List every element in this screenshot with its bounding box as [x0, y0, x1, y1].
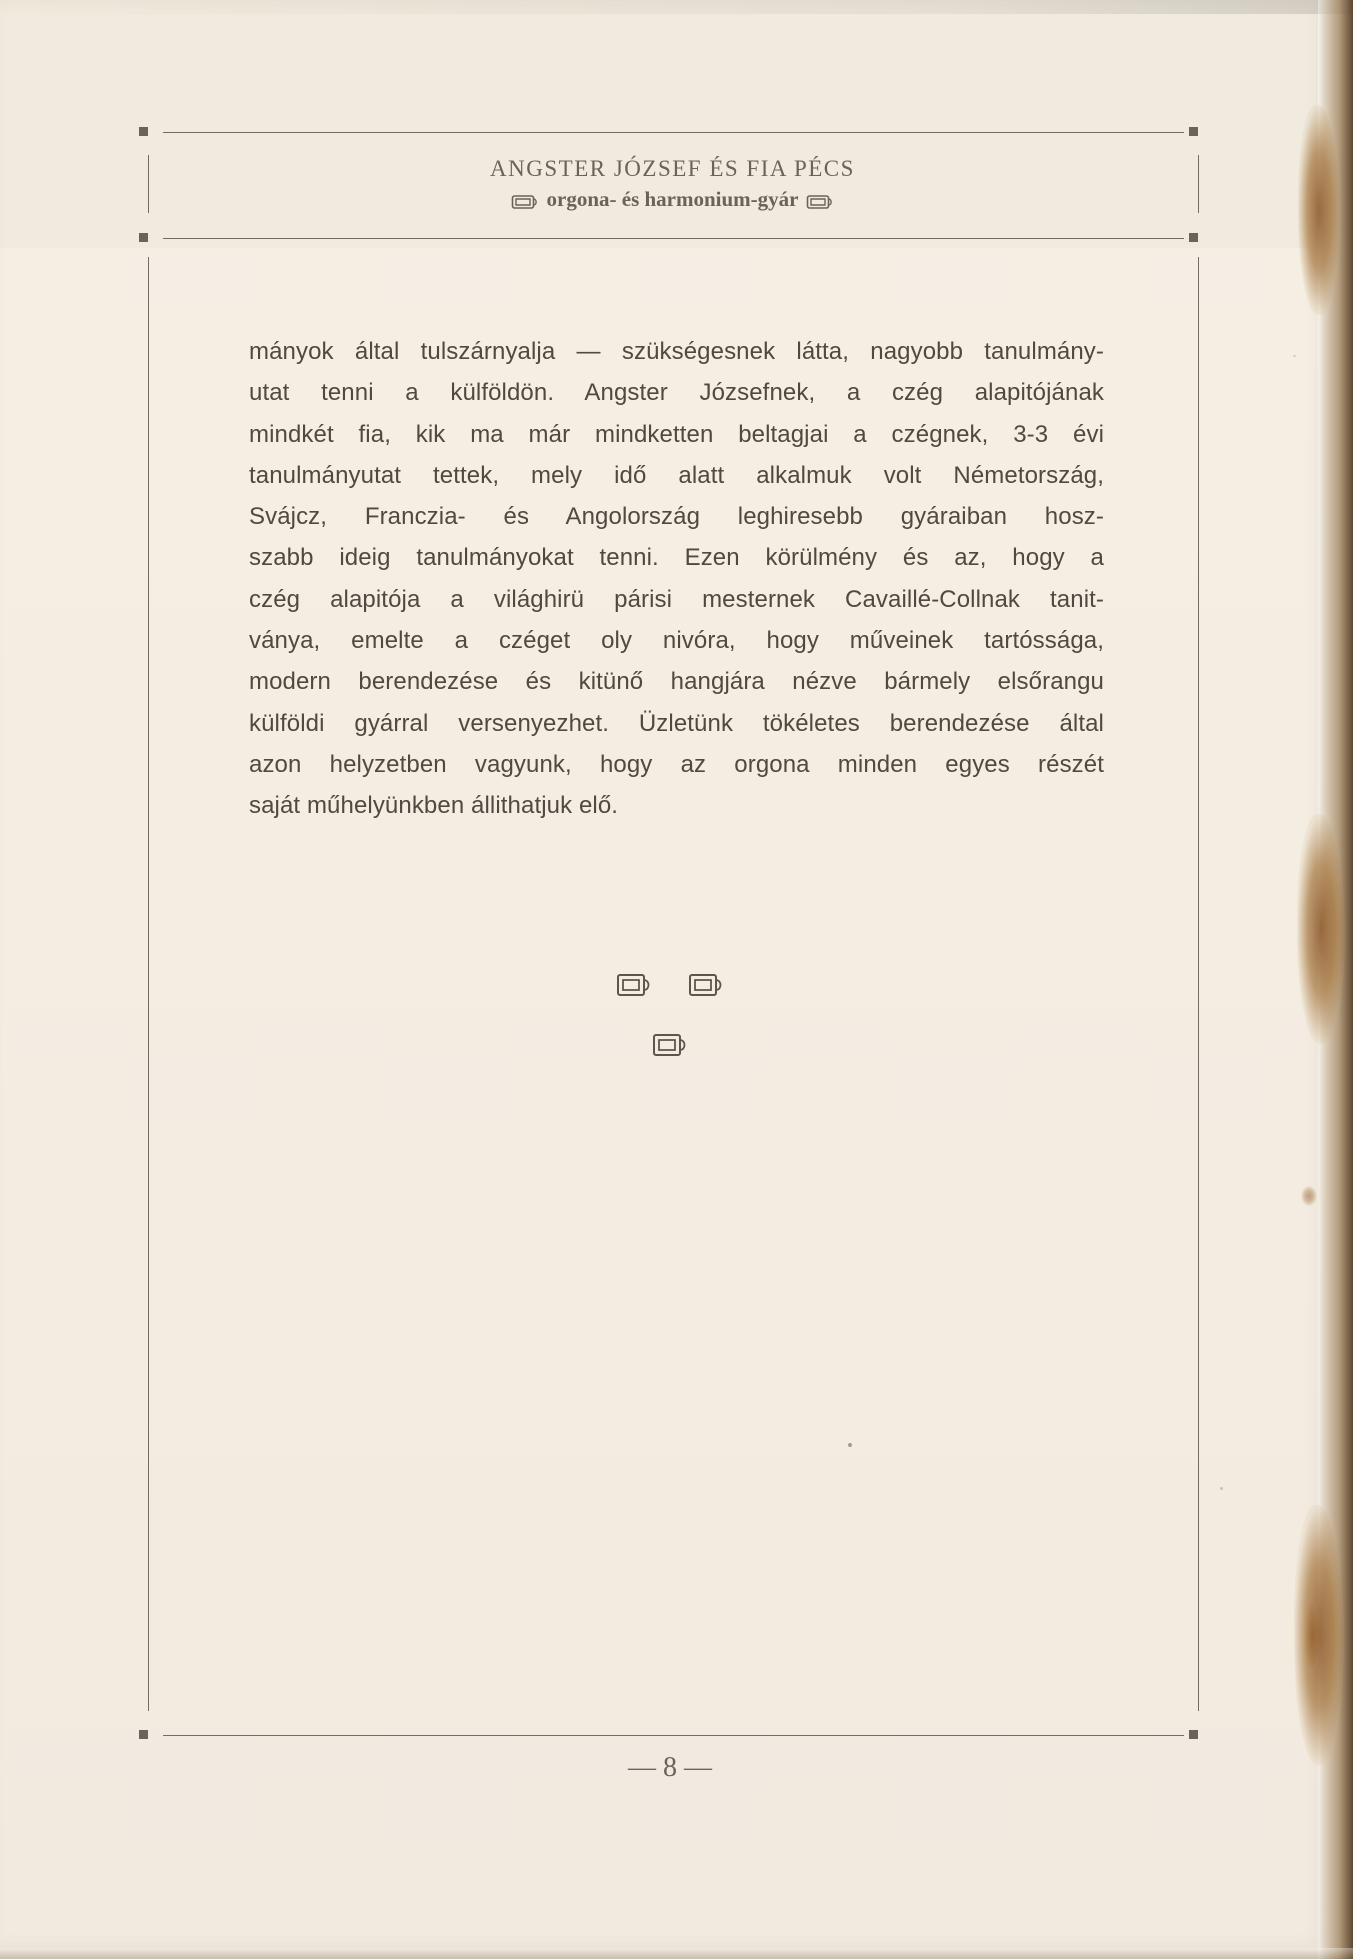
body-line: Svájcz, Franczia- és Angolország leghiresebb gyáraiban hosz- — [249, 503, 1104, 531]
footer-top-rule — [163, 1735, 1184, 1736]
header-subtitle-text: orgona- és harmonium-gyár — [546, 187, 799, 211]
body-line: mányok által tulszárnyalja — szükségesnek látta, nagyobb tanulmány- — [249, 338, 1104, 365]
ornament-icon — [651, 1030, 689, 1062]
header-subtitle-row — [300, 184, 1045, 214]
body-line: szabb ideig tanulmányokat tenni. Ezen körülmény és az, hogy a — [249, 544, 1104, 572]
bottom-paper-edge — [0, 1948, 1353, 1959]
paper-speck — [1220, 1487, 1223, 1490]
page-number: — 8 — — [628, 1752, 712, 1783]
body-text-block — [249, 331, 1104, 827]
corner-square-top-left — [139, 127, 148, 136]
edge-stain — [1301, 1186, 1317, 1206]
header-right-rule — [1198, 155, 1199, 213]
body-line: tanulmányutat tettek, mely idő alatt alkalmuk volt Németország, — [249, 461, 1104, 489]
body-line: azon helyzetben vagyunk, hogy az orgona minden egyes részét — [249, 750, 1104, 778]
header-left-rule — [148, 155, 149, 213]
body-line: külföldi gyárral versenyezhet. Üzletünk tökéletes berendezése által — [249, 709, 1104, 737]
header-bottom-rule — [163, 238, 1184, 239]
body-line: ványa, emelte a czéget oly nivóra, hogy műveinek tartóssága, — [249, 627, 1104, 655]
body-line: mindkét fia, kik ma már mindketten beltagjai a czégnek, 3-3 évi — [249, 420, 1104, 448]
ornament-icon — [806, 190, 834, 208]
ornament-icon — [615, 970, 653, 1002]
body-line: modern berendezése és kitünő hangjára nézve bármely elsőrangu — [249, 668, 1104, 696]
corner-square-header-right — [1189, 233, 1198, 242]
body-line: utat tenni a külföldön. Angster Józsefnek, a czég alapitójának — [249, 379, 1104, 407]
corner-square-bottom-right — [1189, 1730, 1198, 1739]
header-top-rule — [163, 132, 1184, 133]
corner-square-top-right — [1189, 127, 1198, 136]
paper-speck — [848, 1443, 852, 1447]
body-line: czég alapitója a világhirü párisi mesternek Cavaillé-Collnak tanit- — [249, 585, 1104, 613]
corner-square-bottom-left — [139, 1730, 148, 1739]
corner-square-header-left — [139, 233, 148, 242]
body-line-last: saját műhelyünkben állithatjuk elő. — [249, 792, 619, 820]
header-title: ANGSTER JÓZSEF ÉS FIA PÉCS — [490, 156, 855, 181]
ornament-icon — [687, 970, 725, 1002]
page-header — [300, 154, 1045, 214]
body-left-rule — [148, 257, 149, 1711]
ornament-icon — [511, 190, 539, 208]
edge-stain — [1304, 1600, 1320, 1672]
footer-ornaments — [615, 970, 730, 1065]
body-right-rule — [1198, 257, 1199, 1711]
paper-speck — [1293, 355, 1296, 357]
